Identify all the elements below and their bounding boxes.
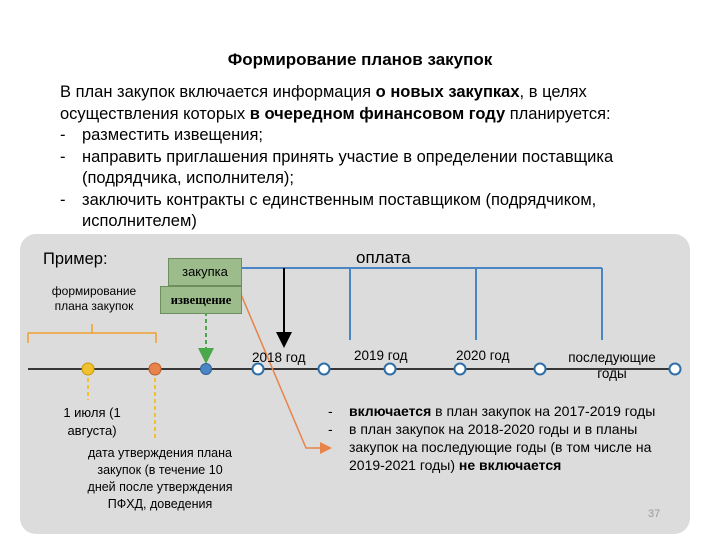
note-item xyxy=(328,420,668,474)
bullet-text: разместить извещения; xyxy=(82,126,263,144)
notes-block xyxy=(328,402,668,474)
bullet-dash: - xyxy=(60,147,66,166)
bullet-dash: - xyxy=(60,126,66,144)
year-label-2018: 2018 год xyxy=(252,350,306,365)
page-number: 37 xyxy=(648,508,661,520)
note-dash: - xyxy=(328,403,333,419)
marker-july xyxy=(82,363,94,375)
intro-text: , в целях осуществления которых xyxy=(60,83,587,123)
intro-bold-new-purchases: о новых закупках xyxy=(375,83,520,101)
marker-2019-end xyxy=(385,364,396,375)
marker-2020-start xyxy=(455,364,466,375)
marker-approval xyxy=(149,363,161,375)
formation-label: формирование плана закупок xyxy=(51,284,137,313)
purchase-box: закупка xyxy=(168,258,242,286)
year-label-2019: 2019 год xyxy=(354,348,408,363)
note-dash: - xyxy=(328,421,333,437)
payment-label: оплата xyxy=(356,248,411,267)
slide-title: Формирование планов закупок xyxy=(227,50,493,69)
marker-2019-start xyxy=(319,364,330,375)
next-years-label: последующие годы xyxy=(568,350,656,381)
note-bold-not-included: не включается xyxy=(458,457,562,473)
notice-box: извещение xyxy=(160,286,242,314)
marker-notice xyxy=(201,364,212,375)
note-item xyxy=(328,402,668,420)
bullet-text: заключить контракты с единственным поставщиком (подрядчиком, исполнителем) xyxy=(82,190,597,230)
marker-2020-end xyxy=(535,364,546,375)
intro-text: планируется: xyxy=(505,104,611,123)
example-label: Пример: xyxy=(43,250,108,268)
formation-bracket xyxy=(28,333,156,343)
intro-bold-next-year: в очередном финансовом году xyxy=(249,104,506,123)
marker-next-end xyxy=(670,364,681,375)
note-text: в план закупок на 2018-2020 годы и в планы закупок на последующие годы (в том числе на 2019-2021 годы) xyxy=(349,421,652,473)
bullet-text: направить приглашения принять участие в определении поставщика (подрядчика, исполнителя); xyxy=(82,147,614,187)
intro-text: В план закупок включается информация xyxy=(60,83,376,101)
year-label-2020: 2020 год xyxy=(456,348,510,363)
marker-2018-start xyxy=(253,364,264,375)
approval-label: дата утверждения плана закупок (в течение 10 дней после утверждения ПФХД, доведения xyxy=(87,446,233,511)
bullet-dash: - xyxy=(60,190,66,209)
note-bold-included: включается xyxy=(349,403,432,419)
note-text: в план закупок на 2017-2019 годы xyxy=(431,403,656,419)
date-label: 1 июля (1 августа) xyxy=(63,405,121,438)
